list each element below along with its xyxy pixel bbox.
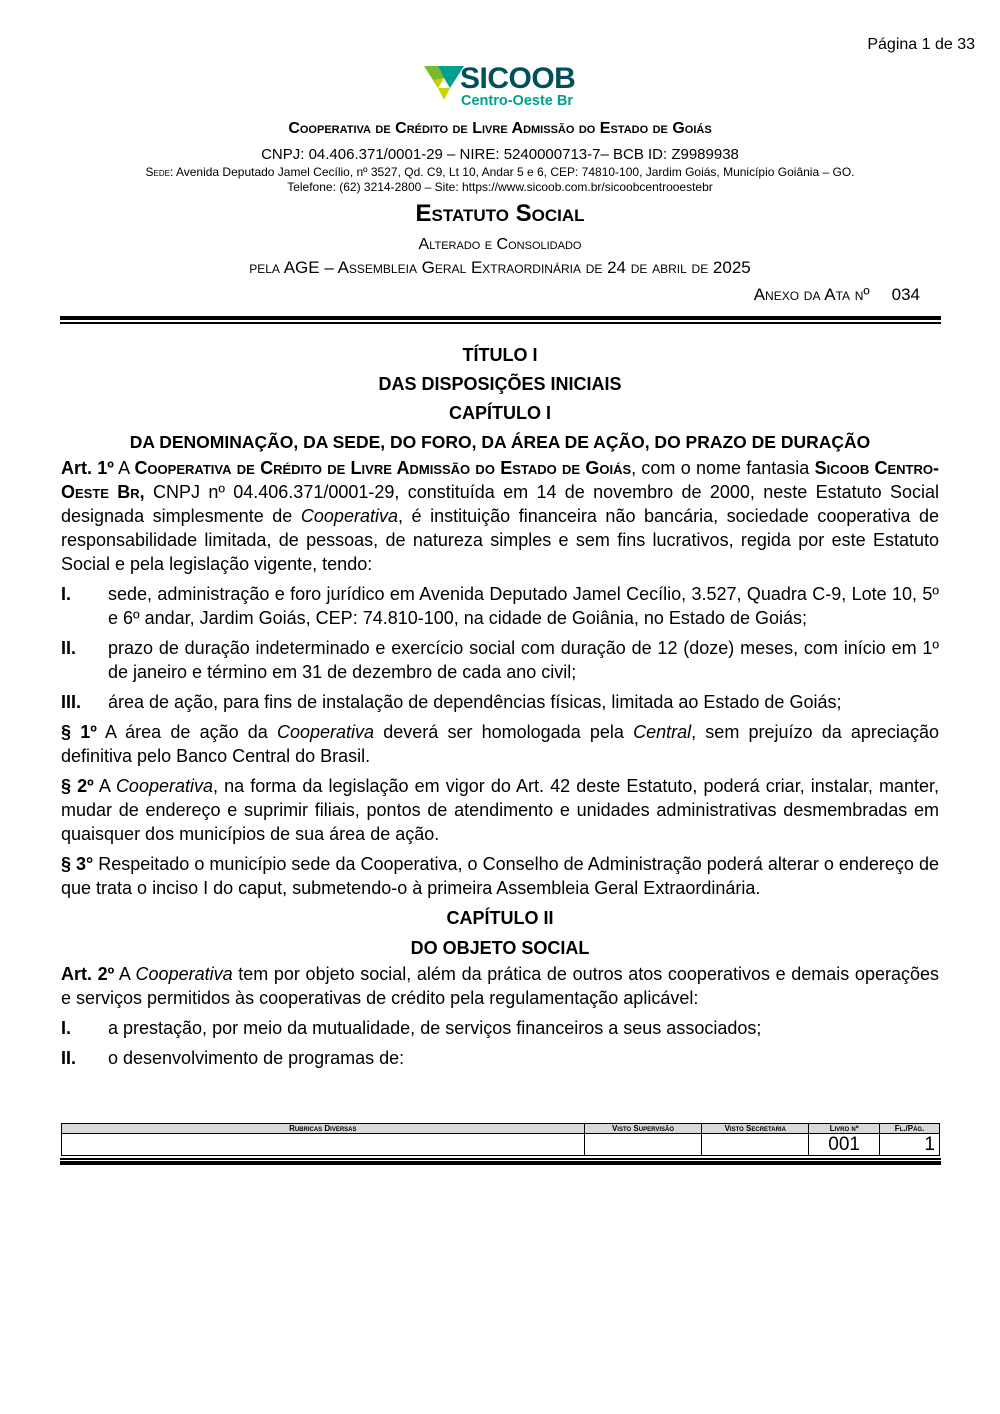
rubric-table <box>61 1123 940 1156</box>
list-item <box>61 582 939 630</box>
title-name: DAS DISPOSIÇÕES INICIAIS <box>378 374 622 394</box>
text-italic: Cooperativa <box>115 776 213 796</box>
paragraph-3 <box>61 852 939 900</box>
text: , na forma da legislação em vigor do Art. 42 deste Estatuto, poderá criar, instalar, manter, mudar de endereço e suprimir filiais, pontos de atendimento e unidades administrativas desmembradas em quaisquer dos municípios de sua área de ação. <box>61 776 939 844</box>
text: A área de ação da <box>96 722 277 742</box>
text: Respeitado o município sede da Cooperativa, o Conselho de Administração poderá alterar o endereço de que trata o inciso I do caput, submetendo-o à primeira Assembleia Geral Extraordinária. <box>61 854 939 898</box>
text-italic: Central <box>633 722 692 742</box>
value-visto-supervisao <box>584 1134 702 1156</box>
rubric-table-values <box>62 1134 940 1156</box>
anexo-number: 034 <box>891 285 920 304</box>
text: , com o nome fantasia <box>631 458 815 478</box>
title-heading: TÍTULO I <box>462 345 538 365</box>
sede-text: : Avenida Deputado Jamel Cecílio, nº 3527, Qd. C9, Lt 10, Andar 5 e 6, CEP: 74810-100, Jardim Goiás, Município Goiânia – GO. <box>169 165 855 179</box>
text-italic: Cooperativa <box>135 964 233 984</box>
coop-name-inline: Cooperativa de Crédito de Livre Admissão do Estado de Goiás <box>134 458 632 478</box>
cooperative-name: Cooperativa de Crédito de Livre Admissão do Estado de Goiás <box>288 120 712 137</box>
text: tem por objeto social, além da prática de outros atos cooperativos e demais operações e serviços permitidos às cooperativas de crédito pela regulamentação aplicável: <box>61 964 939 1008</box>
text: deverá ser homologada pela <box>374 722 634 742</box>
sicoob-logo-icon <box>424 66 464 100</box>
chapter-name: DA DENOMINAÇÃO, DA SEDE, DO FORO, DA ÁREA DE AÇÃO, DO PRAZO DE DURAÇÃO <box>129 432 871 452</box>
paragraph-label: § 1º <box>61 722 97 742</box>
chapter-heading: CAPÍTULO I <box>449 403 551 423</box>
address <box>0 165 1000 179</box>
document-subtitle-2: pela AGE – Assembleia Geral Extraordinária de 24 de abril de 2025 <box>249 258 751 277</box>
value-rubricas <box>62 1134 585 1156</box>
text: A <box>113 458 135 478</box>
text-italic: Cooperativa <box>300 506 398 526</box>
item-index: II. <box>61 1048 77 1068</box>
header-rule <box>60 316 941 320</box>
header-rule-thin <box>60 322 941 324</box>
registration-ids: CNPJ: 04.406.371/0001-29 – NIRE: 5240000713-7– BCB ID: Z9989938 <box>261 146 739 163</box>
item-text: o desenvolvimento de programas de: <box>108 1048 405 1068</box>
text: A <box>93 776 116 796</box>
document-subtitle: Alterado e Consolidado <box>418 236 582 253</box>
header-folha: Fl./Pág. <box>880 1124 940 1134</box>
paragraph-label: § 3° <box>61 854 94 874</box>
list-item <box>61 1046 939 1070</box>
chapter-heading: CAPÍTULO II <box>446 908 554 928</box>
list-item <box>61 636 939 684</box>
text: , é instituição financeira não bancária, sociedade cooperativa de responsabilidade limitada, de pessoas, de natureza simples e sem fins lucrativos, regida por este Estatuto Social e pela legislação vigente, tendo: <box>61 506 939 574</box>
item-text: área de ação, para fins de instalação de dependências físicas, limitada ao Estado de Goiás; <box>108 692 842 712</box>
footer-rule <box>60 1161 941 1165</box>
text: , sem prejuízo da apreciação definitiva pelo Banco Central do Brasil. <box>61 722 939 766</box>
item-index: I. <box>61 1018 72 1038</box>
footer-rule-thin <box>60 1158 941 1160</box>
article-label: Art. 2º <box>61 964 115 984</box>
rubric-table-header <box>62 1124 940 1134</box>
paragraph-2 <box>61 774 939 846</box>
value-folha: 1 <box>880 1134 940 1156</box>
item-index: II. <box>61 638 77 658</box>
item-index: III. <box>61 692 82 712</box>
page-number: Página 1 de 33 <box>867 36 975 53</box>
item-index: I. <box>61 584 72 604</box>
text: CNPJ nº 04.406.371/0001-29, constituída em 14 de novembro de 2000, neste Estatuto Social designada simplesmente de <box>61 482 939 526</box>
logo-brand: SICOOB <box>460 62 576 95</box>
paragraph-1 <box>61 720 939 768</box>
value-livro: 001 <box>809 1134 880 1156</box>
value-visto-secretaria <box>702 1134 809 1156</box>
header-rubricas: Rubricas Diversas <box>62 1124 585 1134</box>
header-visto-supervisao: Visto Supervisão <box>584 1124 702 1134</box>
sicoob-logo <box>424 62 579 114</box>
document-body <box>61 343 939 1076</box>
item-text: sede, administração e foro jurídico em Avenida Deputado Jamel Cecílio, 3.527, Quadra C-9, Lote 10, 5º e 6º andar, Jardim Goiás, CEP: 74.810-100, na cidade de Goiânia, no Estado de Goiás; <box>108 584 939 628</box>
anexo-label: Anexo da Ata nº <box>753 285 870 304</box>
chapter-name: DO OBJETO SOCIAL <box>410 938 590 958</box>
header-visto-secretaria: Visto Secretaria <box>702 1124 809 1134</box>
list-item <box>61 1016 939 1040</box>
logo-sub: Centro-Oeste Br <box>461 93 573 109</box>
document-title: Estatuto Social <box>415 200 585 227</box>
text-italic: Cooperativa <box>276 722 375 742</box>
header-livro: Livro nº <box>809 1124 880 1134</box>
list-item <box>61 690 939 714</box>
item-text: a prestação, por meio da mutualidade, de serviços financeiros a seus associados; <box>108 1018 762 1038</box>
paragraph-label: § 2º <box>61 776 94 796</box>
article-1 <box>61 456 939 576</box>
fantasy-name: Sicoob Centro-Oeste Br, <box>61 458 939 502</box>
contact: Telefone: (62) 3214-2800 – Site: https://www.sicoob.com.br/sicoobcentrooestebr <box>287 180 713 194</box>
anexo-ata <box>754 285 920 305</box>
text: A <box>114 964 136 984</box>
article-2 <box>61 962 939 1010</box>
article-label: Art. 1º <box>61 458 114 478</box>
sede-label: Sede <box>145 165 170 179</box>
item-text: prazo de duração indeterminado e exercício social com duração de 12 (doze) meses, com início em 1º de janeiro e término em 31 de dezembro de cada ano civil; <box>108 638 939 682</box>
